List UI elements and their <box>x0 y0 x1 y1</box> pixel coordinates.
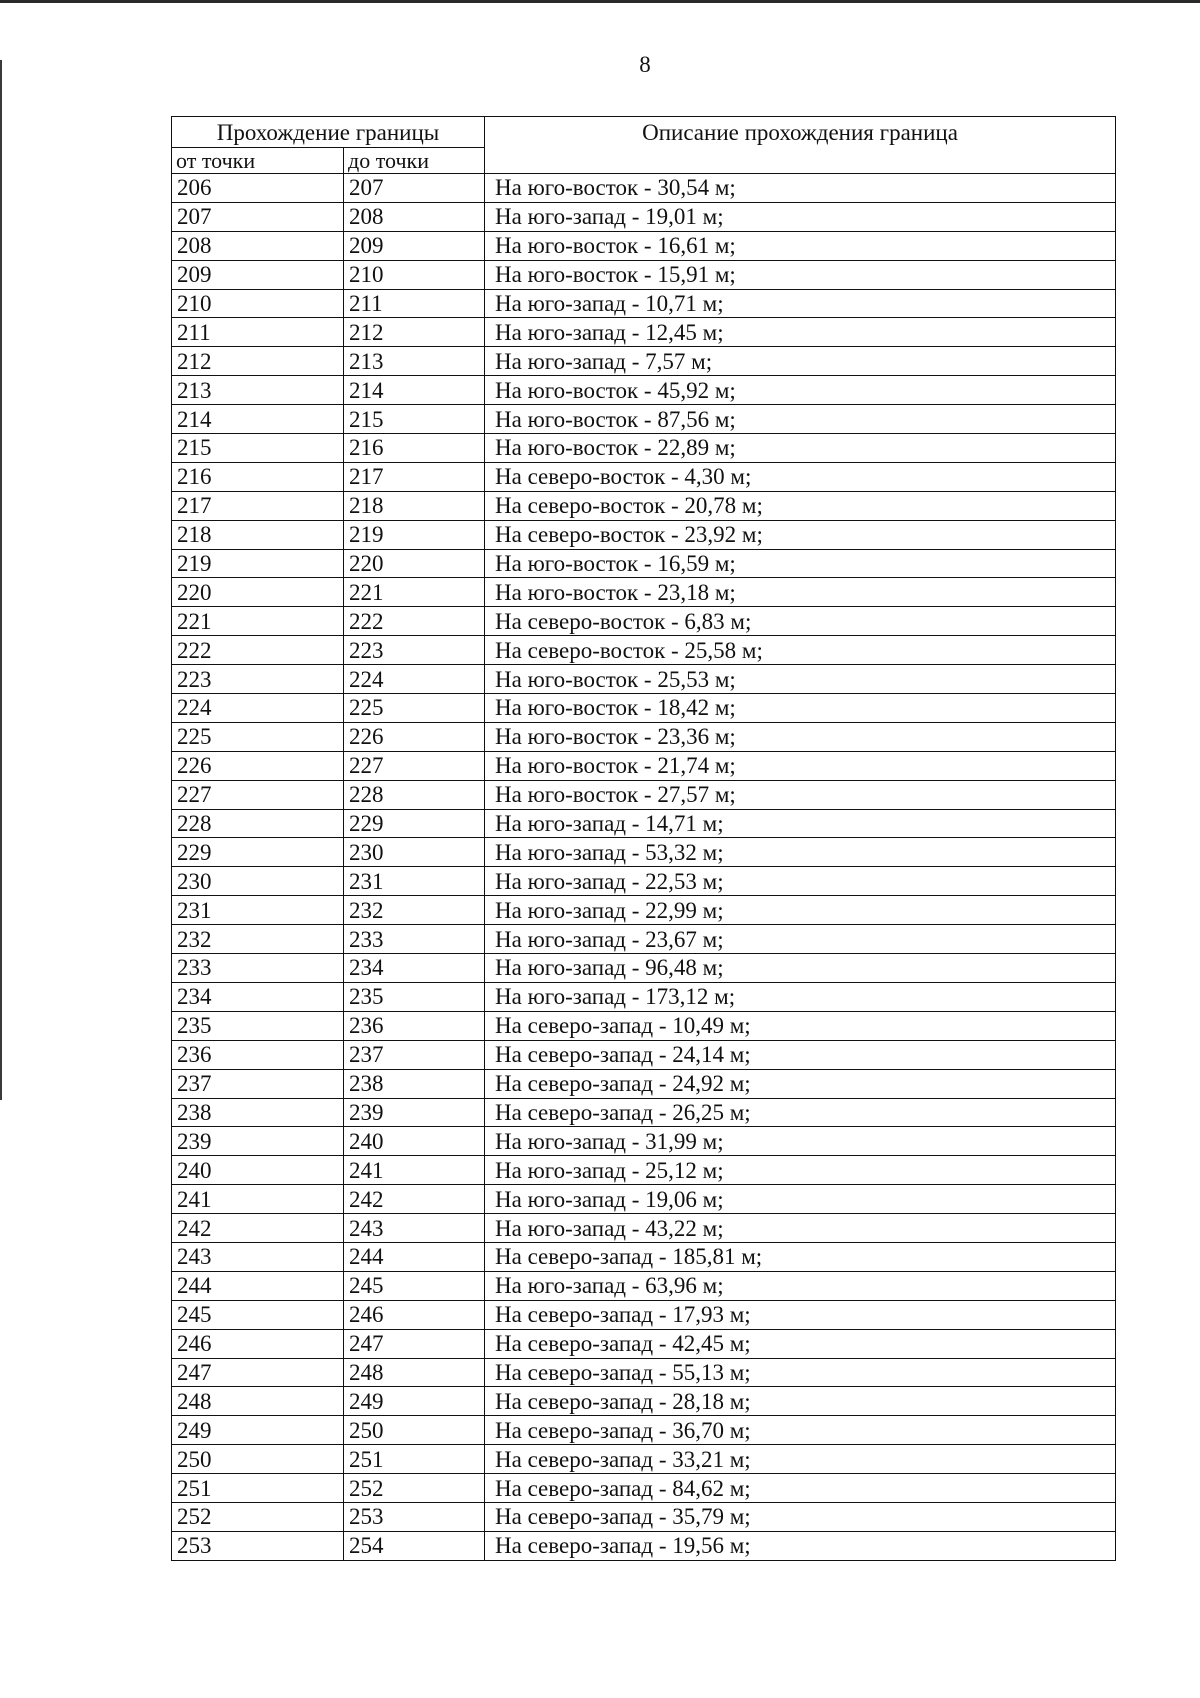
table-row <box>172 1271 1116 1300</box>
cell-description: На северо-запад - 36,70 м; <box>485 1416 1116 1445</box>
table-row <box>172 665 1116 694</box>
table-row <box>172 1214 1116 1243</box>
header-from-point: от точки <box>172 148 344 174</box>
scan-border-top <box>0 0 1200 3</box>
cell-from-point: 232 <box>172 925 344 954</box>
cell-to-point: 213 <box>344 347 485 376</box>
header-boundary-passage: Прохождение границы <box>172 117 485 148</box>
cell-description: На юго-запад - 10,71 м; <box>485 289 1116 318</box>
table-row <box>172 202 1116 231</box>
cell-description: На юго-запад - 22,53 м; <box>485 867 1116 896</box>
cell-from-point: 246 <box>172 1329 344 1358</box>
scan-border-left <box>0 60 2 1100</box>
table-row <box>172 174 1116 203</box>
cell-description: На юго-запад - 96,48 м; <box>485 954 1116 983</box>
cell-description: На юго-запад - 43,22 м; <box>485 1214 1116 1243</box>
cell-from-point: 236 <box>172 1040 344 1069</box>
cell-to-point: 214 <box>344 376 485 405</box>
cell-from-point: 238 <box>172 1098 344 1127</box>
table-row <box>172 549 1116 578</box>
cell-to-point: 212 <box>344 318 485 347</box>
cell-from-point: 212 <box>172 347 344 376</box>
cell-description: На юго-восток - 16,59 м; <box>485 549 1116 578</box>
cell-description: На северо-запад - 55,13 м; <box>485 1358 1116 1387</box>
cell-to-point: 227 <box>344 751 485 780</box>
cell-to-point: 235 <box>344 982 485 1011</box>
table-row <box>172 1040 1116 1069</box>
cell-to-point: 254 <box>344 1531 485 1560</box>
cell-description: На юго-восток - 45,92 м; <box>485 376 1116 405</box>
table-row <box>172 1531 1116 1560</box>
cell-from-point: 235 <box>172 1011 344 1040</box>
cell-to-point: 210 <box>344 260 485 289</box>
table-row <box>172 1242 1116 1271</box>
cell-to-point: 249 <box>344 1387 485 1416</box>
cell-description: На юго-запад - 19,06 м; <box>485 1185 1116 1214</box>
table-row <box>172 722 1116 751</box>
cell-description: На юго-восток - 30,54 м; <box>485 174 1116 203</box>
cell-from-point: 214 <box>172 405 344 434</box>
cell-to-point: 250 <box>344 1416 485 1445</box>
cell-from-point: 231 <box>172 896 344 925</box>
table-row <box>172 1329 1116 1358</box>
table-row <box>172 1502 1116 1531</box>
cell-from-point: 208 <box>172 231 344 260</box>
cell-description: На юго-восток - 22,89 м; <box>485 434 1116 463</box>
header-to-point: до точки <box>344 148 485 174</box>
cell-from-point: 206 <box>172 174 344 203</box>
table-row <box>172 1098 1116 1127</box>
table-row <box>172 434 1116 463</box>
cell-to-point: 229 <box>344 809 485 838</box>
cell-to-point: 223 <box>344 636 485 665</box>
table-row <box>172 636 1116 665</box>
cell-description: На северо-восток - 6,83 м; <box>485 607 1116 636</box>
cell-description: На северо-запад - 42,45 м; <box>485 1329 1116 1358</box>
cell-to-point: 244 <box>344 1242 485 1271</box>
table-row <box>172 1387 1116 1416</box>
cell-description: На юго-запад - 22,99 м; <box>485 896 1116 925</box>
cell-from-point: 220 <box>172 578 344 607</box>
cell-description: На юго-восток - 27,57 м; <box>485 780 1116 809</box>
cell-to-point: 226 <box>344 722 485 751</box>
table-row <box>172 780 1116 809</box>
cell-description: На юго-восток - 87,56 м; <box>485 405 1116 434</box>
cell-description: На северо-восток - 23,92 м; <box>485 520 1116 549</box>
cell-from-point: 244 <box>172 1271 344 1300</box>
table-row <box>172 607 1116 636</box>
cell-to-point: 253 <box>344 1502 485 1531</box>
table-row <box>172 925 1116 954</box>
cell-to-point: 252 <box>344 1474 485 1503</box>
cell-from-point: 219 <box>172 549 344 578</box>
boundary-table <box>171 116 1116 1561</box>
cell-description: На северо-запад - 33,21 м; <box>485 1445 1116 1474</box>
cell-to-point: 236 <box>344 1011 485 1040</box>
header-description: Описание прохождения граница <box>485 117 1116 174</box>
cell-from-point: 253 <box>172 1531 344 1560</box>
cell-to-point: 251 <box>344 1445 485 1474</box>
cell-description: На юго-восток - 23,36 м; <box>485 722 1116 751</box>
table-row <box>172 982 1116 1011</box>
table-row <box>172 1011 1116 1040</box>
cell-description: На юго-восток - 15,91 м; <box>485 260 1116 289</box>
table-row <box>172 347 1116 376</box>
cell-to-point: 217 <box>344 462 485 491</box>
cell-description: На юго-запад - 12,45 м; <box>485 318 1116 347</box>
cell-description: На северо-запад - 28,18 м; <box>485 1387 1116 1416</box>
cell-description: На юго-запад - 7,57 м; <box>485 347 1116 376</box>
table-row <box>172 954 1116 983</box>
cell-description: На северо-запад - 17,93 м; <box>485 1300 1116 1329</box>
cell-description: На юго-запад - 23,67 м; <box>485 925 1116 954</box>
table-row <box>172 809 1116 838</box>
cell-to-point: 216 <box>344 434 485 463</box>
cell-to-point: 243 <box>344 1214 485 1243</box>
table-row <box>172 462 1116 491</box>
cell-description: На северо-восток - 4,30 м; <box>485 462 1116 491</box>
cell-description: На северо-запад - 10,49 м; <box>485 1011 1116 1040</box>
cell-from-point: 217 <box>172 491 344 520</box>
cell-description: На северо-восток - 20,78 м; <box>485 491 1116 520</box>
table-row <box>172 1069 1116 1098</box>
table-row <box>172 405 1116 434</box>
cell-from-point: 248 <box>172 1387 344 1416</box>
cell-description: На юго-запад - 25,12 м; <box>485 1156 1116 1185</box>
cell-description: На юго-восток - 25,53 м; <box>485 665 1116 694</box>
cell-to-point: 239 <box>344 1098 485 1127</box>
cell-to-point: 208 <box>344 202 485 231</box>
table-row <box>172 578 1116 607</box>
cell-description: На северо-запад - 35,79 м; <box>485 1502 1116 1531</box>
cell-to-point: 228 <box>344 780 485 809</box>
table-row <box>172 1358 1116 1387</box>
cell-description: На северо-запад - 19,56 м; <box>485 1531 1116 1560</box>
table-row <box>172 231 1116 260</box>
cell-from-point: 213 <box>172 376 344 405</box>
cell-from-point: 216 <box>172 462 344 491</box>
cell-from-point: 242 <box>172 1214 344 1243</box>
cell-from-point: 239 <box>172 1127 344 1156</box>
table-row <box>172 1127 1116 1156</box>
table-row <box>172 289 1116 318</box>
cell-from-point: 222 <box>172 636 344 665</box>
cell-from-point: 230 <box>172 867 344 896</box>
cell-to-point: 237 <box>344 1040 485 1069</box>
table-row <box>172 318 1116 347</box>
table-row <box>172 751 1116 780</box>
cell-from-point: 228 <box>172 809 344 838</box>
table-row <box>172 1445 1116 1474</box>
table-row <box>172 1416 1116 1445</box>
cell-to-point: 245 <box>344 1271 485 1300</box>
table-row <box>172 260 1116 289</box>
cell-from-point: 218 <box>172 520 344 549</box>
cell-description: На юго-восток - 16,61 м; <box>485 231 1116 260</box>
cell-to-point: 233 <box>344 925 485 954</box>
cell-to-point: 215 <box>344 405 485 434</box>
table-row <box>172 376 1116 405</box>
cell-from-point: 227 <box>172 780 344 809</box>
table-row <box>172 520 1116 549</box>
cell-to-point: 219 <box>344 520 485 549</box>
cell-to-point: 241 <box>344 1156 485 1185</box>
cell-from-point: 249 <box>172 1416 344 1445</box>
cell-description: На северо-восток - 25,58 м; <box>485 636 1116 665</box>
cell-description: На юго-запад - 19,01 м; <box>485 202 1116 231</box>
cell-from-point: 226 <box>172 751 344 780</box>
cell-from-point: 210 <box>172 289 344 318</box>
cell-from-point: 229 <box>172 838 344 867</box>
cell-to-point: 209 <box>344 231 485 260</box>
cell-description: На северо-запад - 84,62 м; <box>485 1474 1116 1503</box>
cell-from-point: 251 <box>172 1474 344 1503</box>
table-row <box>172 1185 1116 1214</box>
cell-to-point: 234 <box>344 954 485 983</box>
cell-description: На юго-восток - 18,42 м; <box>485 694 1116 723</box>
cell-to-point: 224 <box>344 665 485 694</box>
cell-from-point: 233 <box>172 954 344 983</box>
cell-to-point: 247 <box>344 1329 485 1358</box>
table-body <box>172 174 1116 1561</box>
cell-description: На северо-запад - 185,81 м; <box>485 1242 1116 1271</box>
cell-to-point: 230 <box>344 838 485 867</box>
cell-from-point: 245 <box>172 1300 344 1329</box>
table-row <box>172 896 1116 925</box>
cell-from-point: 221 <box>172 607 344 636</box>
cell-from-point: 225 <box>172 722 344 751</box>
table-row <box>172 694 1116 723</box>
cell-description: На юго-запад - 53,32 м; <box>485 838 1116 867</box>
cell-to-point: 222 <box>344 607 485 636</box>
cell-to-point: 246 <box>344 1300 485 1329</box>
cell-from-point: 250 <box>172 1445 344 1474</box>
cell-from-point: 207 <box>172 202 344 231</box>
table-row <box>172 1474 1116 1503</box>
cell-description: На северо-запад - 24,14 м; <box>485 1040 1116 1069</box>
cell-from-point: 240 <box>172 1156 344 1185</box>
cell-to-point: 207 <box>344 174 485 203</box>
cell-to-point: 232 <box>344 896 485 925</box>
cell-from-point: 209 <box>172 260 344 289</box>
cell-description: На юго-восток - 21,74 м; <box>485 751 1116 780</box>
cell-from-point: 241 <box>172 1185 344 1214</box>
table-row <box>172 838 1116 867</box>
table-header <box>172 117 1116 174</box>
cell-to-point: 218 <box>344 491 485 520</box>
cell-description: На юго-восток - 23,18 м; <box>485 578 1116 607</box>
cell-description: На юго-запад - 31,99 м; <box>485 1127 1116 1156</box>
cell-to-point: 242 <box>344 1185 485 1214</box>
cell-to-point: 225 <box>344 694 485 723</box>
table-row <box>172 1300 1116 1329</box>
cell-from-point: 237 <box>172 1069 344 1098</box>
cell-to-point: 248 <box>344 1358 485 1387</box>
cell-to-point: 220 <box>344 549 485 578</box>
cell-from-point: 252 <box>172 1502 344 1531</box>
cell-description: На северо-запад - 24,92 м; <box>485 1069 1116 1098</box>
cell-from-point: 223 <box>172 665 344 694</box>
cell-to-point: 231 <box>344 867 485 896</box>
table-row <box>172 491 1116 520</box>
cell-from-point: 243 <box>172 1242 344 1271</box>
cell-description: На юго-запад - 14,71 м; <box>485 809 1116 838</box>
cell-description: На северо-запад - 26,25 м; <box>485 1098 1116 1127</box>
cell-to-point: 240 <box>344 1127 485 1156</box>
cell-from-point: 224 <box>172 694 344 723</box>
cell-from-point: 211 <box>172 318 344 347</box>
cell-to-point: 238 <box>344 1069 485 1098</box>
cell-to-point: 211 <box>344 289 485 318</box>
cell-description: На юго-запад - 63,96 м; <box>485 1271 1116 1300</box>
cell-to-point: 221 <box>344 578 485 607</box>
cell-from-point: 215 <box>172 434 344 463</box>
cell-from-point: 234 <box>172 982 344 1011</box>
table-row <box>172 1156 1116 1185</box>
cell-description: На юго-запад - 173,12 м; <box>485 982 1116 1011</box>
page-number: 8 <box>639 52 651 77</box>
cell-from-point: 247 <box>172 1358 344 1387</box>
table-row <box>172 867 1116 896</box>
